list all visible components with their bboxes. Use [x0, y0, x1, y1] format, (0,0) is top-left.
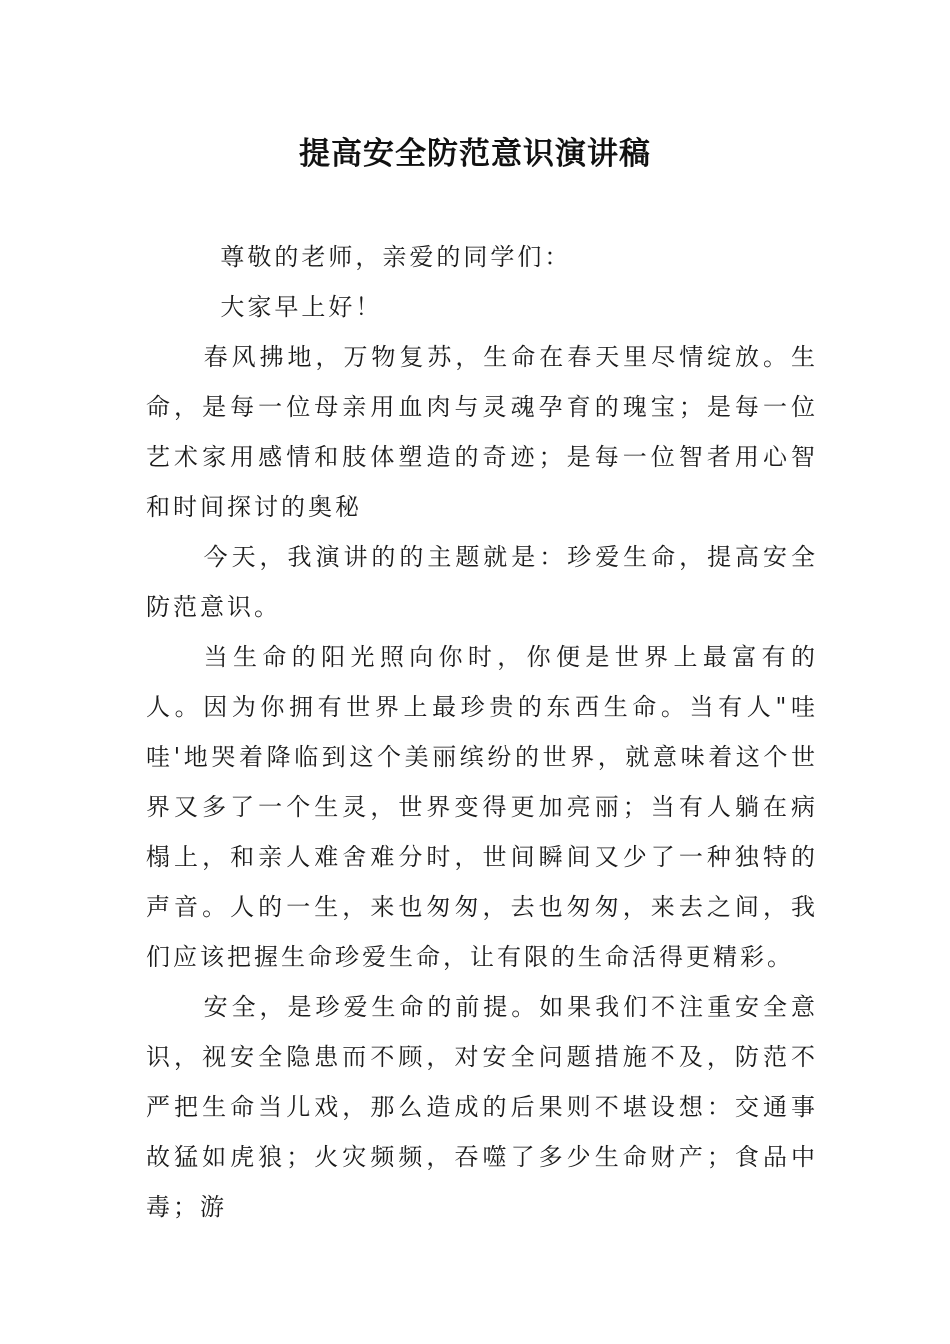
body-paragraph: 当生命的阳光照向你时，你便是世界上最富有的人。因为你拥有世界上最珍贵的东西生命。当有人"哇哇'地哭着降临到这个美丽缤纷的世界，就意味着这个世界又多了一个生灵，世界变得更加亮丽；当有人躺在病榻上，和亲人难舍难分时，世间瞬间又少了一种独特的声音。人的一生，来也匆匆，去也匆匆，来去之间，我们应该把握生命珍爱生命，让有限的生命活得更精彩。	[146, 643, 818, 971]
body-paragraph: 今天，我演讲的的主题就是：珍爱生命，提高安全防范意识。	[146, 543, 818, 621]
salutation-paragraph: 尊敬的老师，亲爱的同学们：	[220, 243, 572, 271]
document-body	[146, 232, 818, 1232]
body-paragraph: 安全，是珍爱生命的前提。如果我们不注重安全意识，视安全隐患而不顾，对安全问题措施不及，防范不严把生命当儿戏，那么造成的后果则不堪设想：交通事故猛如虎狼；火灾频频，吞噬了多少生命财产；食品中毒；游	[146, 993, 818, 1221]
document-title: 提高安全防范意识演讲稿	[299, 136, 651, 172]
greeting-paragraph: 大家早上好！	[220, 293, 383, 321]
body-paragraph: 春风拂地，万物复苏，生命在春天里尽情绽放。生命，是每一位母亲用血肉与灵魂孕育的瑰宝；是每一位艺术家用感情和肢体塑造的奇迹；是每一位智者用心智和时间探讨的奥秘	[146, 343, 818, 521]
